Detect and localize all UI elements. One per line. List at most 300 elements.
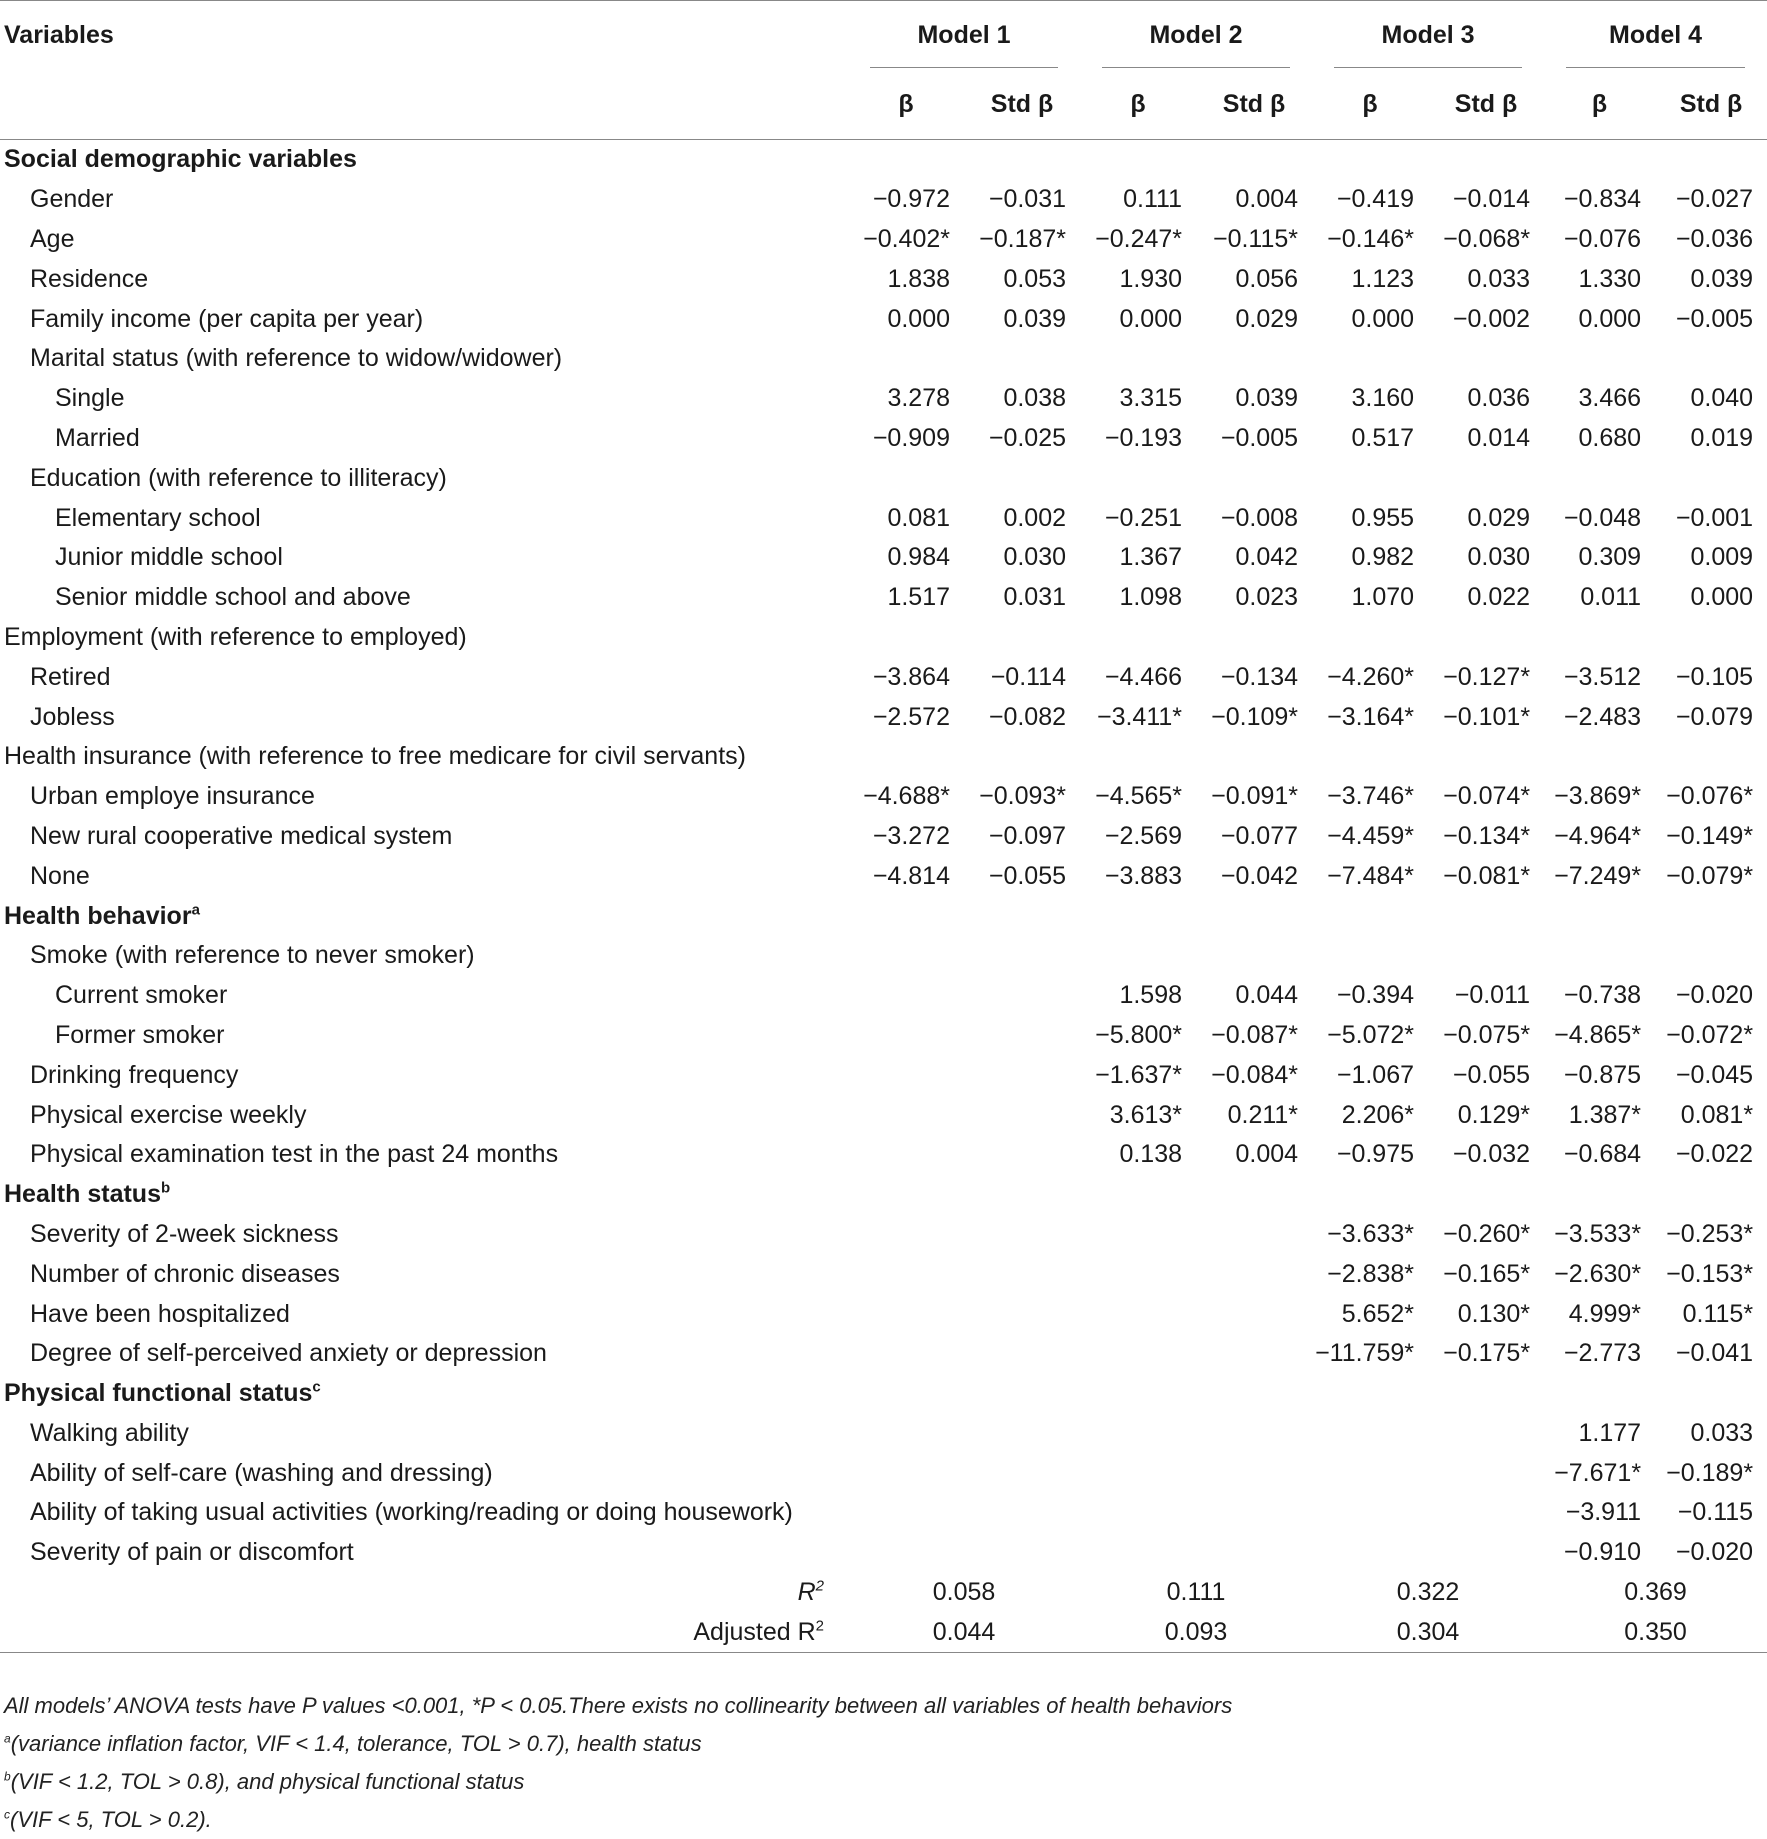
- beta-cell: −5.072*: [1327, 1020, 1415, 1049]
- std-beta-cell: 0.115*: [1682, 1299, 1754, 1328]
- beta-cell: [1312, 1175, 1428, 1215]
- std-beta-cell: 0.039: [1003, 304, 1067, 333]
- beta-cell: −11.759*: [1315, 1339, 1415, 1368]
- beta-cell: 0.000: [1119, 304, 1183, 333]
- std-beta-cell: [964, 1334, 1080, 1374]
- std-beta-cell: −0.187*: [979, 224, 1067, 253]
- beta-cell: 1.330: [1578, 264, 1642, 293]
- std-beta-cell: [964, 140, 1080, 180]
- beta-cell: 0.000: [1351, 304, 1415, 333]
- std-beta-cell: [964, 458, 1080, 498]
- std-beta-cell: −0.082: [988, 702, 1067, 731]
- beta-cell: [1080, 1215, 1196, 1255]
- beta-cell: [1312, 618, 1428, 658]
- std-beta-cell: −0.105: [1675, 662, 1754, 691]
- std-beta-cell: 0.056: [1235, 264, 1299, 293]
- variable-label: Elementary school: [55, 503, 261, 532]
- table-row: [0, 1135, 1767, 1175]
- beta-cell: −4.459*: [1327, 821, 1415, 850]
- variables-header: Variables: [4, 20, 114, 49]
- r-squared-value: 0.369: [1624, 1578, 1687, 1607]
- std-beta-cell: −0.079: [1675, 702, 1754, 731]
- std-beta-header: Std β: [1222, 89, 1286, 118]
- beta-cell: [848, 1453, 964, 1493]
- beta-cell: [1544, 140, 1655, 180]
- adjusted-r-squared-value: 0.350: [1624, 1617, 1687, 1646]
- std-beta-cell: −0.165*: [1443, 1259, 1531, 1288]
- beta-cell: −0.419: [1336, 185, 1415, 214]
- std-beta-cell: [1428, 458, 1544, 498]
- std-beta-cell: −0.075*: [1443, 1020, 1531, 1049]
- section-header-row: [0, 896, 1767, 936]
- variable-label: Age: [30, 224, 75, 253]
- std-beta-cell: 0.033: [1467, 264, 1531, 293]
- beta-cell: −0.684: [1563, 1140, 1642, 1169]
- std-beta-cell: [1196, 339, 1312, 379]
- table-row: [0, 777, 1767, 817]
- beta-cell: −7.249*: [1554, 861, 1642, 890]
- beta-cell: −5.800*: [1095, 1020, 1183, 1049]
- beta-cell: [1080, 1453, 1196, 1493]
- std-beta-cell: [1655, 339, 1767, 379]
- beta-cell: [848, 1215, 964, 1255]
- beta-cell: [1080, 1175, 1196, 1215]
- beta-cell: −3.411*: [1096, 702, 1183, 731]
- footnote: $^b$(VIF < 1.2, TOL > 0.8), and physical functional status: [4, 1769, 525, 1794]
- std-beta-cell: [1655, 618, 1767, 658]
- beta-cell: [1080, 936, 1196, 976]
- beta-cell: −3.512: [1563, 662, 1642, 691]
- std-beta-cell: 0.004: [1235, 185, 1299, 214]
- beta-cell: 1.123: [1351, 264, 1415, 293]
- r-squared-value: 0.111: [1166, 1578, 1226, 1607]
- std-beta-header: Std β: [1679, 89, 1743, 118]
- variable-label: Ability of taking usual activities (working/reading or doing housework): [30, 1498, 793, 1527]
- std-beta-cell: −0.084*: [1211, 1060, 1299, 1089]
- variable-label: Drinking frequency: [30, 1060, 239, 1089]
- std-beta-cell: 0.009: [1690, 543, 1754, 572]
- beta-cell: 0.000: [1578, 304, 1642, 333]
- beta-cell: −3.746*: [1327, 782, 1415, 811]
- beta-cell: −3.633*: [1327, 1219, 1415, 1248]
- variable-label: Jobless: [30, 702, 115, 731]
- footnote: $^a$(variance inflation factor, VIF < 1.4, tolerance, TOL > 0.7), health status: [4, 1731, 702, 1756]
- table-row: [0, 1414, 1767, 1454]
- std-beta-cell: 0.039: [1235, 384, 1299, 413]
- beta-cell: 0.138: [1119, 1140, 1183, 1169]
- table-row: [0, 299, 1767, 339]
- beta-cell: [848, 140, 964, 180]
- table-row: [0, 498, 1767, 538]
- variable-label: Ability of self-care (washing and dressing): [30, 1458, 493, 1487]
- std-beta-cell: 0.030: [1467, 543, 1531, 572]
- beta-cell: −4.466: [1104, 662, 1183, 691]
- std-beta-cell: −0.020: [1675, 1538, 1754, 1567]
- table-row: [0, 220, 1767, 260]
- table-footnotes: [4, 1687, 1232, 1839]
- variable-label: Senior middle school and above: [55, 583, 411, 612]
- table-row: [0, 1453, 1767, 1493]
- variable-label: Residence: [30, 264, 149, 293]
- std-beta-cell: 0.033: [1690, 1418, 1754, 1447]
- std-beta-cell: [1428, 936, 1544, 976]
- table-row: [0, 1095, 1767, 1135]
- table-row: [0, 1294, 1767, 1334]
- beta-cell: 0.081: [887, 503, 950, 532]
- beta-cell: [848, 1095, 964, 1135]
- beta-cell: 3.466: [1578, 384, 1642, 413]
- beta-cell: 0.984: [887, 543, 950, 572]
- variable-label: Number of chronic diseases: [30, 1259, 340, 1288]
- table-row: [0, 1055, 1767, 1095]
- std-beta-cell: −0.087*: [1211, 1020, 1299, 1049]
- std-beta-cell: −0.036: [1675, 224, 1754, 253]
- beta-cell: [848, 1175, 964, 1215]
- std-beta-cell: −0.153*: [1666, 1259, 1754, 1288]
- table-row: [0, 419, 1767, 459]
- beta-cell: 1.070: [1351, 583, 1415, 612]
- std-beta-cell: −0.042: [1220, 861, 1299, 890]
- beta-cell: [848, 1374, 964, 1414]
- std-beta-cell: [964, 1533, 1080, 1573]
- beta-cell: 1.598: [1119, 981, 1183, 1010]
- beta-header: β: [1362, 89, 1378, 118]
- std-beta-cell: −0.031: [988, 185, 1067, 214]
- beta-cell: [1312, 1453, 1428, 1493]
- beta-cell: [848, 1135, 964, 1175]
- std-beta-cell: −0.022: [1675, 1140, 1754, 1169]
- beta-header: β: [898, 89, 914, 118]
- table-row: [0, 339, 1767, 379]
- beta-cell: [848, 1294, 964, 1334]
- beta-cell: [1080, 1533, 1196, 1573]
- beta-cell: [1080, 1334, 1196, 1374]
- std-beta-cell: [964, 896, 1080, 936]
- section-label: Health behavior$^a$: [4, 901, 200, 930]
- std-beta-cell: 0.211*: [1227, 1100, 1299, 1129]
- std-beta-cell: [1655, 140, 1767, 180]
- adjusted-r-squared-value: 0.093: [1164, 1617, 1228, 1646]
- beta-cell: [1544, 1175, 1655, 1215]
- std-beta-cell: [964, 976, 1080, 1016]
- beta-cell: −3.164*: [1327, 702, 1415, 731]
- table-row: [0, 737, 1767, 777]
- beta-cell: −2.773: [1563, 1339, 1642, 1368]
- beta-cell: [1312, 140, 1428, 180]
- std-beta-cell: [964, 1414, 1080, 1454]
- table-row: [0, 1334, 1767, 1374]
- std-beta-cell: [1428, 1374, 1544, 1414]
- variable-label: Urban employe insurance: [30, 782, 315, 811]
- beta-cell: 2.206*: [1341, 1100, 1415, 1129]
- std-beta-cell: 0.042: [1235, 543, 1299, 572]
- std-beta-cell: 0.004: [1235, 1140, 1299, 1169]
- variable-label: Junior middle school: [55, 543, 283, 572]
- std-beta-cell: −0.068*: [1443, 224, 1531, 253]
- beta-cell: 1.177: [1578, 1418, 1642, 1447]
- beta-cell: 0.309: [1578, 543, 1642, 572]
- std-beta-cell: −0.074*: [1443, 782, 1531, 811]
- beta-cell: 5.652*: [1341, 1299, 1415, 1328]
- variable-label: Gender: [30, 185, 114, 214]
- beta-cell: −2.630*: [1554, 1259, 1642, 1288]
- table-row: [0, 817, 1767, 857]
- std-beta-cell: −0.134: [1220, 662, 1299, 691]
- std-beta-cell: [1428, 339, 1544, 379]
- std-beta-cell: −0.008: [1220, 503, 1299, 532]
- table-row: [0, 578, 1767, 618]
- std-beta-cell: [1196, 1294, 1312, 1334]
- beta-cell: [848, 1533, 964, 1573]
- std-beta-cell: −0.055: [1452, 1060, 1531, 1089]
- std-beta-cell: −0.093*: [979, 782, 1067, 811]
- std-beta-cell: 0.081*: [1680, 1100, 1754, 1129]
- beta-cell: [1080, 1294, 1196, 1334]
- beta-cell: −0.146*: [1327, 224, 1415, 253]
- beta-cell: −3.883: [1104, 861, 1183, 890]
- beta-cell: −0.076: [1563, 224, 1642, 253]
- variable-label: Degree of self-perceived anxiety or depression: [30, 1339, 547, 1368]
- beta-cell: −4.865*: [1554, 1020, 1642, 1049]
- std-beta-cell: 0.029: [1235, 304, 1299, 333]
- table-row: [0, 379, 1767, 419]
- beta-cell: 0.000: [887, 304, 950, 333]
- std-beta-cell: −0.081*: [1443, 861, 1531, 890]
- beta-cell: [1080, 1254, 1196, 1294]
- beta-cell: 0.517: [1351, 423, 1415, 452]
- beta-cell: −0.738: [1563, 981, 1642, 1010]
- r-squared-label: $R^2$: [797, 1577, 824, 1607]
- beta-cell: [1544, 618, 1655, 658]
- beta-cell: 3.315: [1119, 384, 1183, 413]
- std-beta-cell: −0.005: [1675, 304, 1754, 333]
- std-beta-cell: −0.091*: [1211, 782, 1299, 811]
- beta-cell: [1544, 339, 1655, 379]
- std-beta-cell: [1655, 737, 1767, 777]
- std-beta-cell: −0.077: [1220, 821, 1299, 850]
- std-beta-cell: [1196, 1453, 1312, 1493]
- section-label: Social demographic variables: [4, 145, 357, 174]
- beta-cell: [1312, 1414, 1428, 1454]
- table-row: [0, 657, 1767, 697]
- std-beta-cell: −0.005: [1220, 423, 1299, 452]
- std-beta-cell: 0.130*: [1457, 1299, 1531, 1328]
- adjusted-r-squared-value: 0.304: [1396, 1617, 1460, 1646]
- beta-cell: −1.067: [1336, 1060, 1415, 1089]
- std-beta-cell: [964, 936, 1080, 976]
- beta-cell: [1312, 458, 1428, 498]
- beta-cell: −4.260*: [1327, 662, 1415, 691]
- beta-cell: [848, 1414, 964, 1454]
- std-beta-cell: −0.055: [988, 861, 1067, 890]
- beta-cell: −7.671*: [1554, 1458, 1642, 1487]
- beta-cell: [1312, 1374, 1428, 1414]
- std-beta-cell: −0.189*: [1666, 1458, 1754, 1487]
- std-beta-cell: −0.020: [1675, 981, 1754, 1010]
- beta-cell: 1.930: [1119, 264, 1183, 293]
- adjusted-r-squared-row: [0, 1612, 1767, 1652]
- beta-cell: 3.278: [887, 384, 950, 413]
- std-beta-cell: −0.253*: [1666, 1219, 1754, 1248]
- std-beta-cell: −0.045: [1675, 1060, 1754, 1089]
- std-beta-header: Std β: [990, 89, 1054, 118]
- std-beta-cell: −0.109*: [1211, 702, 1299, 731]
- variable-label: Education (with reference to illiteracy): [30, 463, 447, 492]
- std-beta-cell: 0.019: [1690, 423, 1754, 452]
- std-beta-cell: [1655, 936, 1767, 976]
- std-beta-cell: [1196, 1414, 1312, 1454]
- beta-cell: [1312, 936, 1428, 976]
- beta-cell: 1.838: [887, 264, 950, 293]
- std-beta-cell: [1196, 458, 1312, 498]
- beta-cell: 0.955: [1351, 503, 1415, 532]
- std-beta-cell: [1428, 896, 1544, 936]
- std-beta-cell: 0.031: [1003, 583, 1067, 612]
- std-beta-cell: [964, 1453, 1080, 1493]
- beta-cell: −4.964*: [1554, 821, 1642, 850]
- variable-label: None: [30, 861, 90, 890]
- std-beta-cell: 0.000: [1690, 583, 1754, 612]
- std-beta-cell: [964, 1215, 1080, 1255]
- std-beta-cell: [964, 1294, 1080, 1334]
- beta-cell: [1080, 737, 1196, 777]
- std-beta-cell: [1196, 737, 1312, 777]
- table-row: [0, 1254, 1767, 1294]
- std-beta-cell: [1196, 1254, 1312, 1294]
- std-beta-cell: [1428, 1175, 1544, 1215]
- beta-cell: −0.909: [872, 423, 950, 452]
- std-beta-cell: [1655, 1374, 1767, 1414]
- table-row: [0, 259, 1767, 299]
- beta-cell: −2.572: [872, 702, 950, 731]
- beta-cell: [1312, 339, 1428, 379]
- section-label: Physical functional status$^c$: [4, 1378, 321, 1408]
- header-row-coefficients: [0, 69, 1767, 140]
- table-row: [0, 538, 1767, 578]
- beta-cell: −0.193: [1104, 423, 1183, 452]
- std-beta-cell: [964, 1493, 1080, 1533]
- beta-cell: 0.680: [1578, 423, 1642, 452]
- beta-cell: [848, 618, 964, 658]
- beta-cell: −2.838*: [1327, 1259, 1415, 1288]
- beta-cell: [848, 737, 964, 777]
- beta-cell: −3.864: [872, 662, 950, 691]
- beta-cell: [848, 896, 964, 936]
- beta-cell: 1.367: [1119, 543, 1183, 572]
- std-beta-cell: [1196, 1533, 1312, 1573]
- beta-cell: [848, 1055, 964, 1095]
- beta-cell: [1312, 1493, 1428, 1533]
- beta-cell: −0.251: [1104, 503, 1183, 532]
- beta-cell: [848, 936, 964, 976]
- table-row: [0, 1493, 1767, 1533]
- beta-cell: 1.387*: [1568, 1100, 1642, 1129]
- model-1-header: Model 1: [848, 1, 1080, 70]
- std-beta-cell: −0.260*: [1443, 1219, 1531, 1248]
- variable-label: Employment (with reference to employed): [4, 622, 467, 651]
- beta-cell: −3.911: [1565, 1498, 1642, 1527]
- std-beta-cell: [1196, 896, 1312, 936]
- std-beta-cell: [1428, 1453, 1544, 1493]
- std-beta-cell: 0.023: [1235, 583, 1299, 612]
- std-beta-cell: [964, 1055, 1080, 1095]
- footnote: All models’ ANOVA tests have P values <0.001, *P < 0.05.There exists no collinearity between all variables of health behaviors: [4, 1693, 1233, 1718]
- std-beta-cell: −0.175*: [1443, 1339, 1531, 1368]
- beta-cell: [1544, 1374, 1655, 1414]
- beta-cell: [1312, 737, 1428, 777]
- std-beta-cell: [1196, 1493, 1312, 1533]
- std-beta-cell: −0.072*: [1666, 1020, 1754, 1049]
- std-beta-cell: −0.041: [1675, 1339, 1754, 1368]
- table-row: [0, 936, 1767, 976]
- r-squared-value: 0.058: [932, 1578, 996, 1607]
- std-beta-cell: −0.001: [1675, 503, 1754, 532]
- std-beta-cell: [1196, 936, 1312, 976]
- beta-cell: [1080, 339, 1196, 379]
- std-beta-cell: [1196, 140, 1312, 180]
- beta-cell: [1080, 458, 1196, 498]
- variable-label: Smoke (with reference to never smoker): [30, 941, 475, 970]
- std-beta-cell: −0.134*: [1443, 821, 1531, 850]
- header-row-models: [0, 1, 1767, 70]
- std-beta-cell: [964, 737, 1080, 777]
- std-beta-cell: −0.002: [1452, 304, 1531, 333]
- variable-label: Physical examination test in the past 24 months: [30, 1140, 559, 1169]
- beta-cell: −0.048: [1563, 503, 1642, 532]
- std-beta-cell: −0.032: [1452, 1140, 1531, 1169]
- std-beta-cell: 0.022: [1467, 583, 1531, 612]
- std-beta-cell: [964, 1095, 1080, 1135]
- beta-cell: −0.247*: [1095, 224, 1183, 253]
- beta-cell: [1080, 1414, 1196, 1454]
- beta-cell: [848, 458, 964, 498]
- beta-cell: [1080, 1493, 1196, 1533]
- variable-label: Physical exercise weekly: [30, 1100, 307, 1129]
- std-beta-cell: [964, 1254, 1080, 1294]
- variable-label: Have been hospitalized: [30, 1299, 290, 1328]
- table-row: [0, 1215, 1767, 1255]
- std-beta-cell: 0.039: [1690, 264, 1754, 293]
- std-beta-cell: [1428, 1414, 1544, 1454]
- table-body: [0, 140, 1767, 1573]
- beta-cell: −3.272: [872, 821, 950, 850]
- beta-cell: 1.517: [887, 583, 950, 612]
- beta-cell: 1.098: [1119, 583, 1183, 612]
- beta-cell: −7.484*: [1327, 861, 1415, 890]
- beta-cell: [1080, 618, 1196, 658]
- std-beta-cell: −0.115*: [1212, 224, 1299, 253]
- std-beta-cell: −0.025: [988, 423, 1067, 452]
- std-beta-cell: [1428, 737, 1544, 777]
- beta-cell: 3.613*: [1109, 1100, 1183, 1129]
- variable-label: Current smoker: [55, 981, 228, 1010]
- std-beta-cell: [1655, 1175, 1767, 1215]
- beta-cell: [848, 1016, 964, 1056]
- beta-cell: −2.483: [1563, 702, 1642, 731]
- variable-label: Severity of 2-week sickness: [30, 1219, 339, 1248]
- beta-cell: [1080, 896, 1196, 936]
- std-beta-cell: −0.101*: [1443, 702, 1531, 731]
- section-header-row: [0, 140, 1767, 180]
- variable-label: Single: [55, 384, 125, 413]
- std-beta-cell: −0.011: [1454, 981, 1531, 1010]
- section-header-row: [0, 1374, 1767, 1414]
- table-row: [0, 180, 1767, 220]
- beta-cell: [848, 1254, 964, 1294]
- beta-cell: 0.982: [1351, 543, 1415, 572]
- beta-cell: −3.533*: [1554, 1219, 1642, 1248]
- variable-label: New rural cooperative medical system: [30, 821, 453, 850]
